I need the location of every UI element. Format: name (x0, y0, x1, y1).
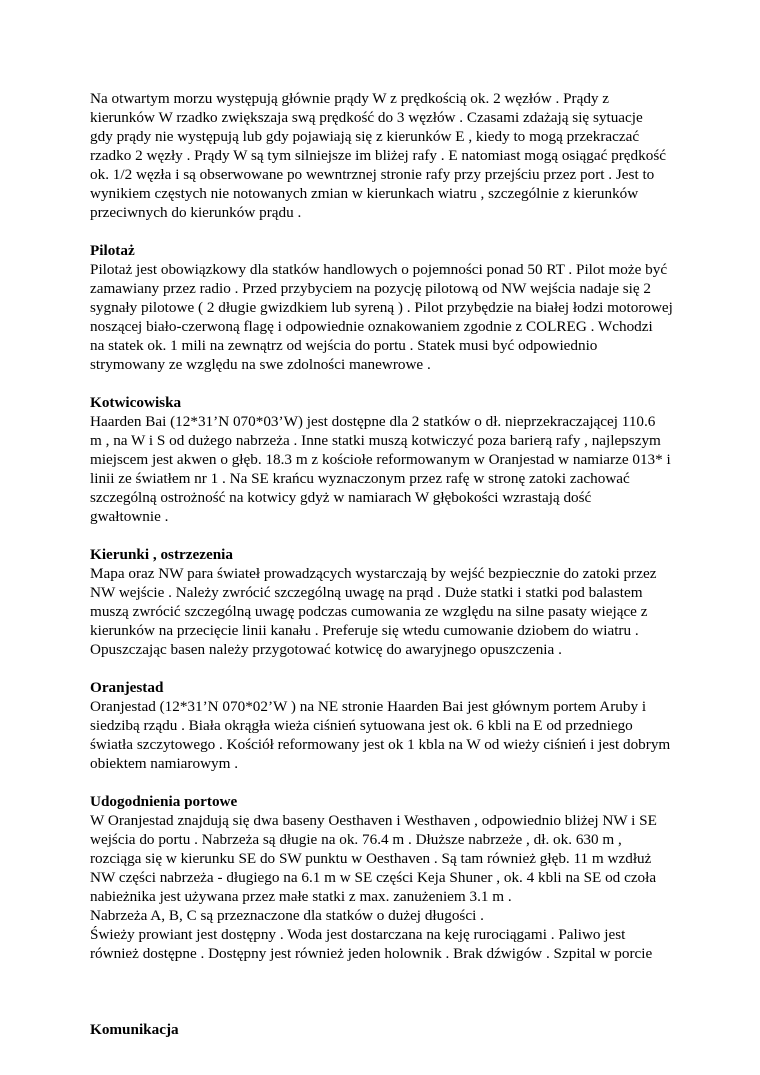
text-line: rzadko 2 węzły . Prądy W są tym silniejsze im bliżej rafy . E natomiast mogą osiągać prędkość (90, 147, 666, 164)
section-komunikacja (90, 1020, 680, 1039)
section-heading: Kotwicowiska (90, 394, 182, 411)
text-line: Pilotaż jest obowiązkowy dla statków handlowych o pojemności ponad 50 RT . Pilot może być (90, 261, 668, 278)
text-line: zamawiany przez radio . Przed przybyciem na pozycję pilotową od NW wejścia nadaje się 2 (90, 280, 652, 297)
text-line: rozciąga się w kierunku SE do SW punktu w Oesthaven . Są tam również głęb. 11 m wzdłuż (90, 850, 652, 867)
text-line: światła szczytowego . Kościół reformowany jest ok 1 kbla na W od wieży ciśnień i jest dobrym (90, 736, 671, 753)
text-line: szczególną ostrożność na kotwicy gdyż w namiarach W głębokości wzrastają dość (90, 489, 592, 506)
text-line: Haarden Bai (12*31’N 070*03’W) jest dostępne dla 2 statków o dł. nieprzekraczającej 110.6 (90, 413, 656, 430)
intro-paragraph (90, 89, 680, 222)
text-line: NW części nabrzeża - długiego na 6.1 m w SE części Keja Shuner , ok. 4 kbli na SE od czoła (90, 869, 657, 886)
text-line: Oranjestad (12*31’N 070*02’W ) na NE stronie Haarden Bai jest głównym portem Aruby i (90, 698, 647, 715)
text-line: miejscem jest akwen o głęb. 18.3 m z kościołe reformowanym w Oranjestad w namiarze 013* i (90, 451, 671, 468)
text-line: Świeży prowiant jest dostępny . Woda jest dostarczana na keję rurociągami . Paliwo jest (90, 926, 626, 943)
text-line: kierunków na przecięcie linii kanału . Preferuje się wtedu cumowanie dziobem do wiatru . (90, 622, 639, 639)
text-line: Na otwartym morzu występują głównie prądy W z prędkością ok. 2 węzłów . Prądy z (90, 90, 610, 107)
text-line: noszącej biało-czerwoną flagę i odpowiednie oznakowaniem zgodnie z COLREG . Wchodzi (90, 318, 653, 335)
text-line: na statek ok. 1 mili na zewnątrz od wejścia do portu . Statek musi być odpowiednio (90, 337, 598, 354)
text-line: W Oranjestad znajdują się dwa baseny Oesthaven i Westhaven , odpowiednio bliżej NW i SE (90, 812, 657, 829)
text-line: sygnały pilotowe ( 2 długie gwizdkiem lub syreną ) . Pilot przybędzie na białej łodzi motorowej (90, 299, 673, 316)
document-page (90, 89, 680, 1039)
text-line: NW wejście . Należy zwrócić szczególną uwagę na prąd . Duże statki i statki pod balastem (90, 584, 643, 601)
text-line: wejścia do portu . Nabrzeża są długie na ok. 76.4 m . Dłuższe nabrzeże , dł. ok. 630 m , (90, 831, 622, 848)
text-line: ok. 1/2 węzła i są obserwowane po wewntrznej stronie rafy przy przejściu przez port . Jest to (90, 166, 655, 183)
text-line: kierunków W rzadko zwiększaja swą prędkość do 3 węzłów . Czasami zdażają się sytuacje (90, 109, 643, 126)
section-heading: Kierunki , ostrzezenia (90, 546, 233, 563)
text-line: strymowany ze względu na swe zdolności manewrowe . (90, 356, 431, 373)
text-line: również dostępne . Dostępny jest również jeden holownik . Brak dźwigów . Szpital w porcie (90, 945, 653, 962)
section-pilotaz (90, 241, 680, 374)
text-line: gwałtownie . (90, 508, 169, 525)
section-heading: Pilotaż (90, 242, 135, 259)
text-line: Nabrzeża A, B, C są przeznaczone dla statków o dużej długości . (90, 907, 484, 924)
section-heading: Oranjestad (90, 679, 164, 696)
text-line: Mapa oraz NW para świateł prowadzących wystarczają by wejść bezpiecznie do zatoki przez (90, 565, 657, 582)
text-line: przeciwnych do kierunków prądu . (90, 204, 302, 221)
section-kotwicowiska (90, 393, 680, 526)
text-line: wynikiem częstych nie notowanych zmian w kierunkach wiatru , szczególnie z kierunków (90, 185, 639, 202)
section-heading: Udogodnienia portowe (90, 793, 238, 810)
text-line: muszą zwrócić szczególną uwagę podczas cumowania ze względu na silne pasaty wiejące z (90, 603, 648, 620)
text-line: m , na W i S od dużego nabrzeża . Inne statki muszą kotwiczyć poza barierą rafy , najlepszym (90, 432, 661, 449)
text-line: obiektem namiarowym . (90, 755, 239, 772)
text-line: gdy prądy nie występują lub gdy pojawiają się z kierunków E , kiedy to mogą przekraczać (90, 128, 640, 145)
section-udogodnienia-portowe (90, 792, 680, 963)
text-line: Opuszczając basen należy przygotować kotwicę do awaryjnego opuszczenia . (90, 641, 562, 658)
section-oranjestad (90, 678, 680, 773)
text-line: siedzibą rządu . Biała okrągła wieża ciśnień sytuowana jest ok. 6 kbli na E od przedniego (90, 717, 633, 734)
section-heading: Komunikacja (90, 1021, 179, 1038)
text-line: linii ze światłem nr 1 . Na SE krańcu wyznaczonym przez rafę w stronę zatoki zachować (90, 470, 630, 487)
text-line: nabieżnika jest używana przez małe statki z max. zanużeniem 3.1 m . (90, 888, 512, 905)
section-kierunki-ostrzezenia (90, 545, 680, 659)
